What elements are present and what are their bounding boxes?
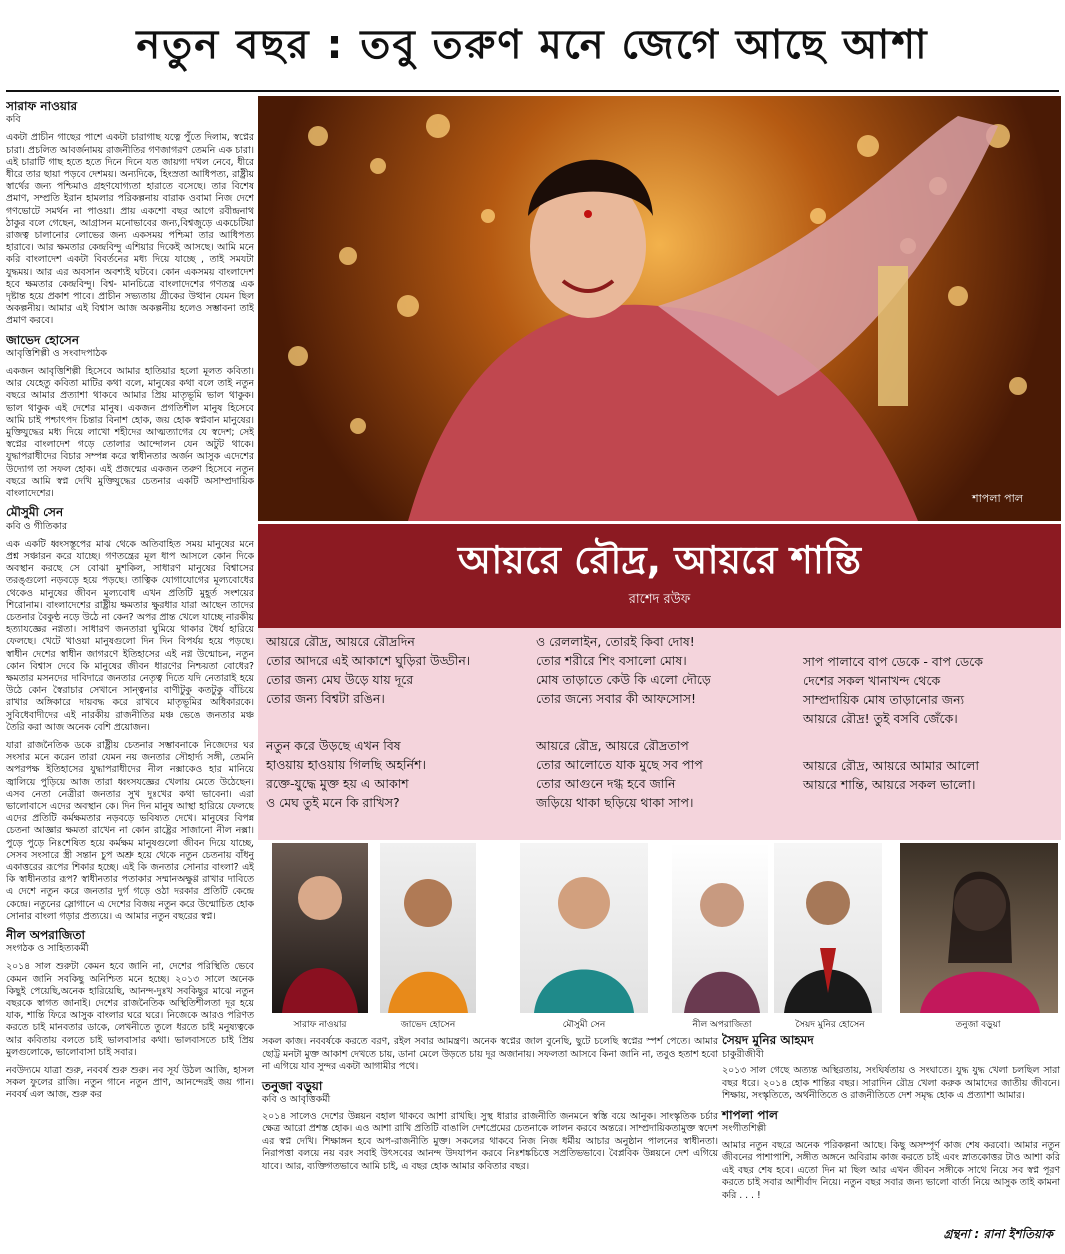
opinion-block — [6, 506, 254, 923]
author-name: সৈয়দ মুনির আহমদ — [722, 1033, 814, 1047]
opinion-text: একজন আবৃত্তিশিল্পী হিসেবে আমার হাতিয়ার হলো মূলত কবিতা। আর যেহেতু কবিতা মাটির কথা বলে, মানুষের কথা বলে তাই নতুন বছরে আমার প্রত্যাশা থাকবে আমার প্রিয় মাতৃভূমি ভাল থাকুক। ভাল থাকুক এই দেশের মানুষ। একজন প্রগতিশীল মানুষ হিসেবে আমি চাই পশ্চাৎপদ চিন্তার বিনাশ হোক, জয় হোক স্বপ্নবান মানুষের। মুক্তিযুদ্ধের মধ্য দিয়ে লাখো শহীদের আত্মত্যাগের যে স্বদেশ; সেই স্বপ্নের বাংলাদেশ গড়ে তোলার আন্দোলন যেন অটুট থাকে। যুদ্ধাপরাধীদের বিচার সম্পন্ন করে স্বাধীনতার অর্জন আসুক এদেশের উদ্যোগ তা সফল হোক। এই প্রজন্মের একজন তরুণ হিসেবে নতুন বছরে আমি স্বপ্ন দেখি মুক্তিযুদ্ধের চেতনার একটি অসাম্প্রদায়িক বাংলাদেশের। — [6, 366, 254, 500]
poem-line: তোর শরীরে শিং বসালো মোষ। — [536, 653, 687, 668]
poem-line: রক্তে-যুদ্ধে মুক্ত হয় এ আকাশ — [266, 776, 409, 791]
headline: নতুন বছর : তবু তরুণ মনে জেগে আছে আশা — [136, 22, 929, 68]
portrait-photo — [672, 843, 768, 1013]
poem-line: তোর জন্য মেঘ উড়ে যায় দূরে — [266, 672, 414, 687]
portrait-photo — [520, 843, 648, 1013]
left-column — [6, 96, 254, 1246]
opinion-block — [6, 929, 254, 1102]
poem-title: আয়রে রৌদ্র, আয়রে শান্তি — [458, 538, 861, 582]
poem-line: ও রেললাইন, তোরই কিবা দোষ! — [536, 634, 695, 649]
opinion-text: ২০১৪ সালেও দেশের উন্নয়ন বহাল থাকবে আশা রাখছি। সুস্থ ধারার রাজনীতি জনমনে স্বস্তি বয়ে আনুক। সাংস্কৃতিক চর্চার ক্ষেত্র আরো প্রশস্ত হোক। এও আশা রাখি প্রতিটি বাঙালি দেশপ্রেমের চেতনাকে লালন করবে অন্তরে। সাম্প্রদায়িকতামুক্ত স্বদেশ এর স্বপ্ন দেখি। শিক্ষাঙ্গন হবে অপ-রাজনীতি মুক্ত। সকলের থাকবে নিজ নিজ ধর্মীয় আচার অনুষ্ঠান পালনের স্বাধীনতা। নিরাপত্তা বলয়ে নয় বরং সবাই উৎসবের আনন্দ উদযাপন করবে নিঃশঙ্কচিত্তে সপ্রতিভভাবে। বৈপ্লবিক উন্নয়নে দেশ এগিয়ে যাবে। আর, ব্যক্তিগতভাবে আমি চাই, এ বছর হোক আমার কবিতার বছর। — [262, 1110, 718, 1172]
opinion-text: ২০১৪ সাল শুরুটা কেমন হবে জানি না, দেশের পরিস্থিতি ভেবে কেমন জানি সবকিছু অনিশ্চিত মনে হচ্ছে। ২০১৩ সালে অনেক কিছুই পেয়েছি,অনেক হারিয়েছি, আনন্দ-দুঃখ সবকিছুর মাঝে নতুন বছরকে স্বাগত জানাই। দেশের রাজনৈতিক অস্থিতিশীলতা দূর হয়ে যাক, শান্তি ফিরে আসুক বাংলার ঘরে ঘরে। নিজেকে আরও পরিণত করতে চাই মানবতার ডাকে, লেখনীতে তুলে ধরতে চাই মনুষ্যত্বকে আর কবিতায় বলতে চাই ভালবাসার কথা। ভালবাসতে চাই প্রিয় মুলগুলোকে, ভালোবাসা চাই সবার। — [6, 961, 254, 1058]
poem-body — [258, 628, 1061, 840]
author-name: শাপলা পাল — [722, 1107, 778, 1122]
poem-line: আয়রে রৌদ্র! তুই বসবি জেঁকে। — [803, 711, 958, 726]
author-name: নীল অপরাজিতা — [6, 928, 85, 942]
poem-line: তোর জন্য বিশ্বটা রঙিন। — [266, 691, 385, 706]
portrait-caption: নীল অপরাজিতা — [692, 1020, 752, 1030]
person-icon — [900, 843, 1058, 1013]
portrait-caption: মৌসুমী সেন — [562, 1020, 606, 1030]
poem-line: আয়রে শান্তি, আয়রে সকল ভালো। — [803, 777, 976, 792]
poem-line: তোর জন্যে সবার কী আফসোস! — [536, 691, 697, 706]
opinion-text: সকল কাজ। নববর্ষকে করতে বরণ, রইল সবার আমন্ত্রণ। অনেক স্বপ্নের জাল বুনেছি, ছুটে চলেছি স্বপ্নের স্পর্শ পেতে। আমার ছোট্ট মনটা মুক্ত আকাশ দেখতে চায়, ডানা মেলে উড়তে চায় দূর অজানায়। সফলতা আসবে কিনা জানি না, তবুও হতাশ হবো না এগিয়ে যাব সুন্দর একটা আগামীর পথে। — [262, 1036, 718, 1072]
author-role: কবি ও গীতিকার — [6, 520, 68, 532]
person-icon — [520, 843, 648, 1013]
poem-line: আয়রে রৌদ্র, আয়রে রৌদ্রতাপ — [536, 738, 689, 753]
portrait-caption: সারাফ নাওয়ার — [293, 1020, 347, 1030]
author-role: সংগঠক ও সাহিত্যকর্মী — [6, 943, 89, 955]
portrait-caption: সৈয়দ মুনির হোসেন — [795, 1020, 865, 1030]
author-name: মৌসুমী সেন — [6, 505, 64, 520]
poem-line: মোষ তাড়াতে কেউ কি এলো দৌড়ে — [536, 672, 711, 687]
poem-line: হাওয়ায় হাওয়ায় গিলছি অহর্নিশ। — [266, 757, 426, 772]
bride-photo — [258, 96, 1061, 521]
poem-stanza — [266, 736, 426, 812]
poem-line: জড়িয়ে থাকা ছড়িয়ে থাকা সাপ। — [536, 795, 694, 810]
opinion-block — [722, 1109, 1060, 1203]
poem-line: ও মেঘ তুই মনে কি রাখিস? — [266, 795, 400, 810]
person-icon — [672, 843, 768, 1013]
poem-stanza — [536, 736, 703, 812]
opinion-text: নবউদ্যমে যাত্রা শুরু, নববর্ষ শুরু শুরু। নব সূর্য উঠল আজি, হাসল সকল ফুলের রাজি। নতুন গানে নতুন প্রাণ, আনন্দেরই জয় গান। নববর্ষ এল আজ, শুরু কর — [6, 1065, 254, 1101]
portrait-strip — [262, 843, 1061, 1030]
poem-stanza — [536, 632, 711, 708]
poem-stanza — [803, 756, 979, 794]
headline-rule — [6, 90, 1059, 92]
poem-line: তোর আগুনে দগ্ধ হবে জানি — [536, 776, 676, 791]
poem-line: সাম্প্রদায়িক মোষ তাড়ানোর জন্য — [803, 692, 965, 707]
author-name: তনুজা বড়ুয়া — [262, 1078, 323, 1093]
compiler-credit: গ্রন্থনা : রানা ইশতিয়াক — [943, 1227, 1053, 1241]
opinion-text: আমার নতুন বছরে অনেক পরিকল্পনা আছে। কিছু অসম্পূর্ণ কাজ শেষ করবো। আমার নতুন জীবনের পাশাপাশি, সঙ্গীত অঙ্গনে অবিরাম কাজ করতে চাই এবং স্নাতকোত্তর টাও আশা করি এই বছর শেষ হবে। এতো দিন মা ছিল আর এখন জীবন সঙ্গীকে সাথে নিয়ে সব স্বপ্ন পূরণ করতে চাই সবার আশীর্বাদ নিয়ে। নতুন বছর সবার জন্য ভালো বার্তা নিয়ে আসুক তাই কামনা করি . . . ! — [722, 1139, 1060, 1201]
opinion-text: ২০১৩ সাল গেছে অত্যন্ত অস্থিরতায়, সংঘির্ষতায় ও সংঘাতে। যুদ্ধ যুদ্ধ খেলা চলছিল সারা বছর ধরে। ২০১৪ হোক শান্তির বছর। সারাদিন রৌদ্র খেলা করুক আমাদের জাতীয় জীবনে। শিক্ষায়, সংস্কৃতিতে, অর্থনীতিতে ও রাজনীতিতে দেশ সমৃদ্ধ হোক এ প্রত্যাশা আমার। — [722, 1065, 1060, 1101]
photo-credit: শাপলা পাল — [972, 492, 1023, 505]
portrait-photo — [774, 843, 882, 1013]
person-icon — [774, 843, 882, 1013]
opinion-block — [6, 334, 254, 501]
poem-line: আয়রে রৌদ্র, আয়রে রৌদ্রদিন — [266, 634, 415, 649]
poem-line: আয়রে রৌদ্র, আয়রে আমার আলো — [803, 758, 979, 773]
author-name: জাভেদ হোসেন — [6, 332, 80, 347]
opinion-text: এক একটি ধ্বংসস্তূপের মাঝ থেকে অতিবাহিত সময় মানুষের মনে প্রশ্ন সঞ্চারন করে যাচ্ছে। গণতন্ত্রের মূল ধাপ আসলে কোন দিকে অবস্থান করছে সে বোঝা মুশকিল, সাধারণ মানুষের বিশ্বাসের তরঙ্গুলো নড়বড়ে হয়ে পড়ছে। তাত্বিক যোগাযোগের মূল্যবোধের থেকেও মানুষের জীবন মূল্যবোধ এখন প্রতিটি মুহূর্ত সংশয়ের শিরোনাম। বাংলাদেশের রাষ্ট্রীয় ক্ষমতার ক্ষুরধার যারা আছেন তাদের চেতনার বৈকুণ্ঠ নড়ে উঠে না কেন? অপর প্রান্ত খেলে যাচ্ছে নারকীয় হত্যাযজ্ঞের নগ্নতা। সাধারণ জনতারা ঘুমিয়ে থাকার ধৈর্য হারিয়ে ফেলছে। খেটে খাওয়া মানুষগুলো দিন দিন বিপর্যয় হয়ে পড়ছে। স্বাধীন দেশের স্বাধীন জাগরণে ইতিহাসের এই নগ্ন উন্মোচন, নতুন কোন বিশ্বাস দেবে কি মানুষের জীবন ধারণের নিশ্চয়তা বোধের? ক্ষমতার মসনদের দাবিদারে জনতার নেতৃত্ব দিতে যদি নেতারাই হয়ে উঠে কোন স্বৈরাচার সেখানে সান্ত্বনার বাণীটুকু কতটুকু বাঁচিয়ে রাখার অঙ্গিকারে দায়বদ্ধ করে রাখবে মাতৃভূমির অধিকারকে। সুবিধেবাদীদের এই নারকীয় রাজনীতির মঞ্চ ভেঙে জনতার মঞ্চ তৈরি করা আজ অনেক বেশি প্রয়োজন। — [6, 538, 254, 733]
poem-line: তোর আদরে এই আকাশে ঘুড়িরা উড্ডীন। — [266, 653, 471, 668]
person-icon — [380, 843, 476, 1013]
author-role: কবি ও আবৃত্তিকর্মী — [262, 1094, 331, 1105]
opinion-text: যারা রাজনৈতিক ডকে রাষ্ট্রীয় চেতনার সম্ভাবনাকে নিজেদের ঘর সংসার মনে করেন তারা যেমন নয় জনতার সৌহার্দ্য সঙ্গী, তেমনি অপরপক্ষ ইতিহাসের যুদ্ধাপরাধীদের নীল নক্সাকেও হার মানিয়ে জ্বালিয়ে পুড়িয়ে আজ তারা ধ্বংসযজ্ঞের খেলায় মেতে উঠেছেন। এসব নেতা নেত্রীরা জনতার সুখ দুঃখের কথা ভাবেনা। এরা ভালোবাসে এদের অবস্থান কে। দিন দিন মানুষ আস্থা হারিয়ে ফেলছে এদের প্রতিটি কর্মক্ষমতার নড়বড়ে ভবিষ্যত দেখে। মানুষের বিপন্ন চেতনা আজ্ঞার ক্ষমতা রাখেন না কোন রাষ্ট্রের সাজানো নীল নক্সা। পুড়ে পুড়ে নিঃশেষিত হয়ে কর্মক্ষম মানুষগুলো জীবন দিয়ে যাচ্ছে, সেসব সংসারে স্ত্রী সন্তান চুপ অশ্রু হয়ে থেকে নতুন চেতনায় বাঁধনু একাত্তরের রূপের শিকার হচ্ছে। এই কি জনতার সোনার বাংলা? এই কি স্বাধীনতার রূপ? স্বাধীনতার পতাকার সম্মানঅক্ষুণ্ণ রাখার দাবিতে এ দেশে নতুন করে জনতার দুর্গ গড়ে ওঠা দরকার প্রতিটি কেন্দ্রে কেন্দ্রে। নতুনের স্লোগানে এ দেশের বিজয় নতুন করে উন্মোচিত হোক সোনার বাংলা গড়ার প্রত্যয়ে। এ আমার নতুন বছরের স্বপ্ন। — [6, 739, 254, 922]
portrait-caption: জাভেদ হোসেন — [400, 1020, 456, 1030]
portrait-photo — [380, 843, 476, 1013]
portrait-photo — [272, 843, 368, 1013]
lower-right-column — [722, 1030, 1060, 1208]
author-name: সারাফ নাওয়ার — [6, 99, 78, 113]
author-role: চাকুরীজীবী — [722, 1048, 764, 1060]
lower-middle-column — [262, 1036, 718, 1177]
poem-stanza — [266, 632, 470, 708]
author-role: আবৃত্তিশিল্পী ও সংবাদপাঠক — [6, 347, 108, 359]
poem-line: তোর আলোতে যাক মুছে সব পাপ — [536, 757, 703, 772]
opinion-text: একটা প্রাচীন গাছের পাশে একটা চারাগাছ যত্নে পুঁতে দিলাম, স্বপ্নের চারা। প্রচলিত আবর্জনাময় রাজনীতির গণজাগরণ তেমনি এক চারা। এই চারাটি গাছ হতে হতে দিনে দিনে যত জায়গা দখল নেবে, ধীরে ধীরে তার ছায়া পড়বে দেশময়। অন্যদিকে, হিংস্রতা আধিপত্য, রাষ্ট্রীয় স্বার্থের জন্য পশ্চিমাও গ্রহণযোগ্যতা হারাতে বসেছে। তার বিশেষ প্রমাণ, সম্প্রতি ইরান হামলার পরিকল্পনায় বারাক ওবামা নিজ দেশে গণভোটে সমর্থন না পাওয়া। প্রায় একশো বছর আগে রবীন্দ্রনাথ ঠাকুর বলে গেছেন, আগ্রাসন মনোভাবের জন্য,বিশ্বজুড়ে একচেটিয়া রাজত্ব চালানোর লোভের জন্য একসময় পশ্চিমা তার আধিপত্য হারাবে। আর ক্ষমতার কেন্দ্রবিন্দু এশিয়ার দিকেই আসছে। আমি মনে করি বাংলাদেশ একটা বিবর্তনের মধ্য দিয়ে যাচ্ছে , তাই সমযটা যুদ্ধময়। আর এর অবসান অবশ্যই ঘটবে। কোন একসময় বাংলাদেশ হবে ক্ষমতার কেন্দ্রবিন্দু। বিশ্ব- মানচিত্রে বাংলাদেশের গণতন্ত্র এক দৃষ্টান্ত হয়ে প্রকাশ পাবে। প্রাচীন সভ্যতায় গ্রীকের উত্থান যেমন ছিল অকল্পনীয়। আমার এই বিশ্বাস আজ অকল্পনীয় হলেও সম্ভাবনা তাই প্রমাণ করবে। — [6, 132, 254, 327]
poem-author: রাশেদ রউফ — [628, 592, 691, 607]
opinion-block — [6, 100, 254, 328]
person-icon — [272, 843, 368, 1013]
opinion-block — [722, 1034, 1060, 1103]
poem-line: দেশের সকল খানাখন্দ থেকে — [803, 673, 941, 688]
portrait-caption: তনুজা বড়ুয়া — [955, 1020, 1001, 1030]
poem-banner — [258, 524, 1061, 628]
poem-stanza — [803, 652, 983, 728]
poem-line: নতুন করে উড়ছে এখন বিষ — [266, 738, 401, 753]
poem-line: সাপ পালাবে বাপ ডেকে - বাপ ডেকে — [803, 654, 983, 669]
author-role: কবি — [6, 114, 21, 126]
bride-illustration — [258, 96, 1061, 521]
portrait-photo — [900, 843, 1058, 1013]
author-role: সংগীতশিল্পী — [722, 1123, 767, 1134]
